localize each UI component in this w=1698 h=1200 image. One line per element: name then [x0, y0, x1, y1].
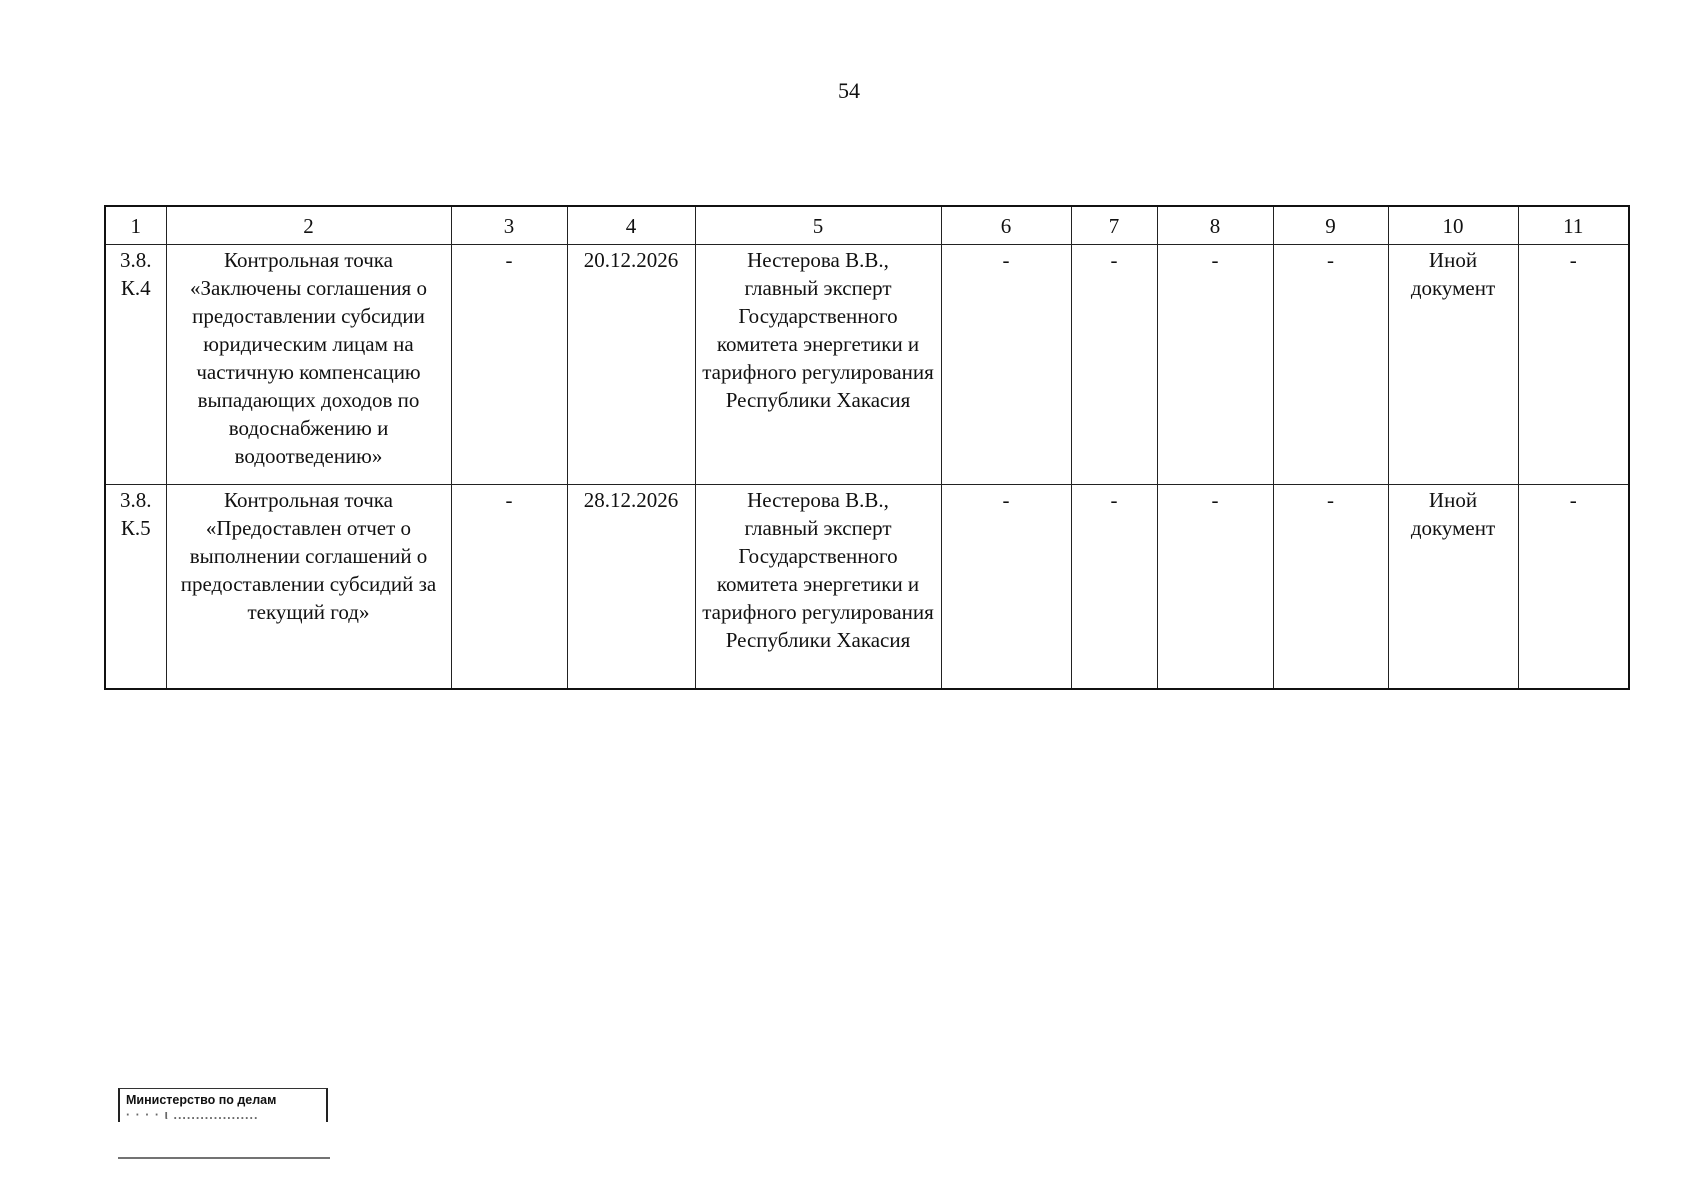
column-header: 9	[1273, 206, 1388, 245]
date-cell: 20.12.2026	[567, 245, 695, 485]
row-number-cell: 3.8. К.5	[105, 485, 166, 689]
column-header: 4	[567, 206, 695, 245]
column-header: 7	[1071, 206, 1157, 245]
table-cell: -	[941, 485, 1071, 689]
table-cell: -	[1071, 245, 1157, 485]
event-name-cell: Контрольная точка «Заключены соглашения о предоставлении субсидии юридическим лицам на частичную компенсацию выпадающих доходов по водоснабжению и водоотведению»	[166, 245, 451, 485]
table-cell: -	[1518, 485, 1629, 689]
stamp-underline	[118, 1157, 330, 1159]
document-type-cell: Иной документ	[1388, 485, 1518, 689]
control-points-table	[104, 205, 1630, 690]
table-header-row	[105, 206, 1629, 245]
responsible-cell: Нестерова В.В., главный эксперт Государственного комитета энергетики и тарифного регулирования Республики Хакасия	[695, 485, 941, 689]
row-number-cell: 3.8. К.4	[105, 245, 166, 485]
event-name-cell: Контрольная точка «Предоставлен отчет о выполнении соглашений о предоставлении субсидий за текущий год»	[166, 485, 451, 689]
stamp-line-2: · · · · ι ...................	[126, 1108, 259, 1122]
responsible-cell: Нестерова В.В., главный эксперт Государственного комитета энергетики и тарифного регулирования Республики Хакасия	[695, 245, 941, 485]
column-header: 8	[1157, 206, 1273, 245]
column-header: 10	[1388, 206, 1518, 245]
table-cell: -	[1071, 485, 1157, 689]
column-header: 11	[1518, 206, 1629, 245]
table-cell: -	[941, 245, 1071, 485]
table-cell: -	[451, 245, 567, 485]
column-header: 5	[695, 206, 941, 245]
date-cell: 28.12.2026	[567, 485, 695, 689]
table-row	[105, 245, 1629, 485]
column-header: 6	[941, 206, 1071, 245]
stamp-line-1: Министерство по делам	[126, 1093, 277, 1107]
document-type-cell: Иной документ	[1388, 245, 1518, 485]
column-header: 2	[166, 206, 451, 245]
table-cell: -	[1273, 485, 1388, 689]
column-header: 1	[105, 206, 166, 245]
table-cell: -	[1518, 245, 1629, 485]
table-cell: -	[1157, 485, 1273, 689]
column-header: 3	[451, 206, 567, 245]
table-cell: -	[1157, 245, 1273, 485]
page-number: 54	[838, 78, 860, 103]
ministry-stamp	[118, 1088, 328, 1122]
table-row	[105, 485, 1629, 689]
table-cell: -	[1273, 245, 1388, 485]
table-cell: -	[451, 485, 567, 689]
